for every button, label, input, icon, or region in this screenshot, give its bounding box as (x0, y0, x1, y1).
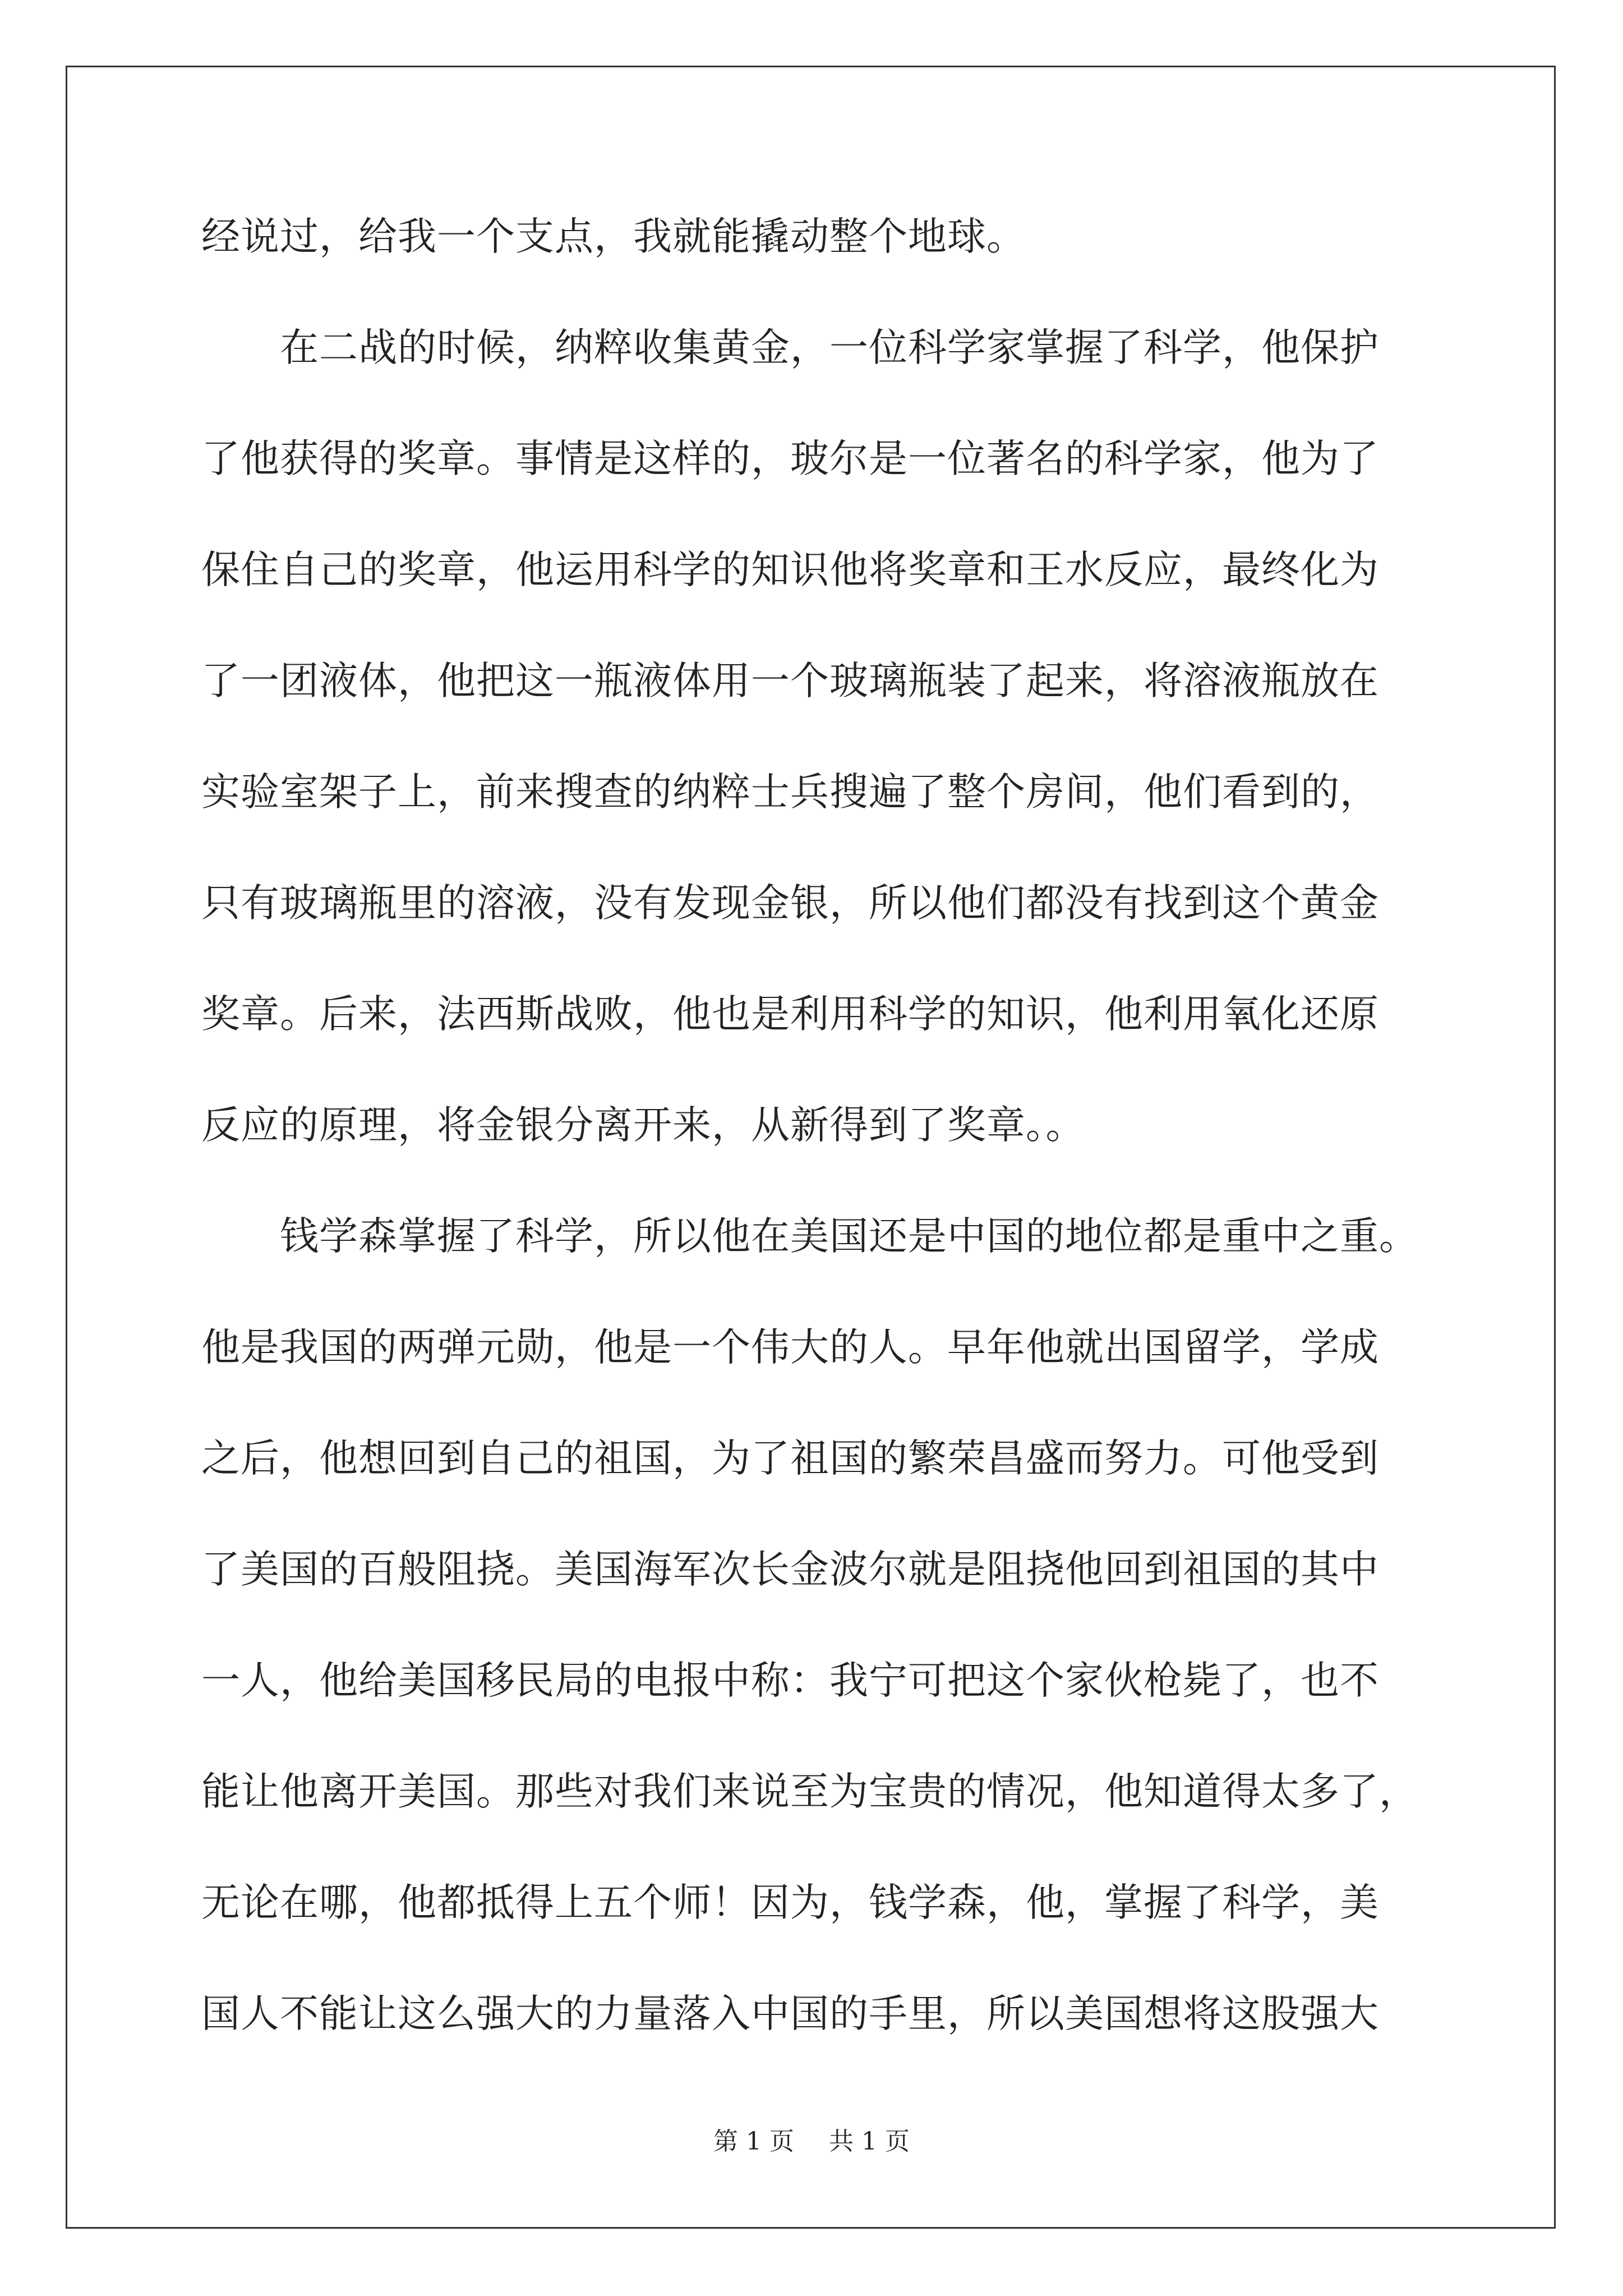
text-line: 只有玻璃瓶里的溶液，没有发现金银，所以他们都没有找到这个黄金 (201, 881, 1379, 926)
document-body (201, 203, 1446, 2091)
text-line: 实验室架子上，前来搜查的纳粹士兵搜遍了整个房间，他们看到的， (201, 770, 1379, 815)
text-line: 了他获得的奖章。事情是这样的，玻尔是一位著名的科学家，他为了 (201, 436, 1379, 481)
text-line: 了美国的百般阻挠。美国海军次长金波尔就是阻挠他回到祖国的其中 (201, 1547, 1379, 1592)
text-line: 反应的原理，将金银分离开来，从新得到了奖章。。 (201, 1103, 1085, 1148)
page-total: 共 1 页 (829, 2127, 910, 2156)
page-footer (0, 2125, 1623, 2159)
text-line: 了一团液体，他把这一瓶液体用一个玻璃瓶装了起来，将溶液瓶放在 (201, 659, 1379, 703)
text-line: 国人不能让这么强大的力量落入中国的手里，所以美国想将这股强大 (201, 1991, 1379, 2036)
text-line: 奖章。后来，法西斯战败，他也是利用科学的知识，他利用氧化还原 (201, 992, 1379, 1037)
text-line: 经说过，给我一个支点，我就能撬动整个地球。 (201, 214, 1026, 259)
text-line: 能让他离开美国。那些对我们来说至为宝贵的情况，他知道得太多了， (201, 1769, 1418, 1814)
page-number: 第 1 页 (713, 2127, 794, 2156)
text-line: 一人，他给美国移民局的电报中称：我宁可把这个家伙枪毙了，也不 (201, 1658, 1379, 1703)
text-line: 他是我国的两弹元勋，他是一个伟大的人。早年他就出国留学，学成 (201, 1325, 1379, 1370)
text-line: 在二战的时候，纳粹收集黄金，一位科学家掌握了科学，他保护 (280, 325, 1379, 370)
text-line: 钱学森掌握了科学，所以他在美国还是中国的地位都是重中之重。 (280, 1214, 1418, 1259)
text-line: 无论在哪，他都抵得上五个师！因为，钱学森，他，掌握了科学，美 (201, 1880, 1379, 1925)
text-line: 之后，他想回到自己的祖国，为了祖国的繁荣昌盛而努力。可他受到 (201, 1436, 1379, 1481)
text-line: 保住自己的奖章，他运用科学的知识他将奖章和王水反应，最终化为 (201, 547, 1379, 592)
